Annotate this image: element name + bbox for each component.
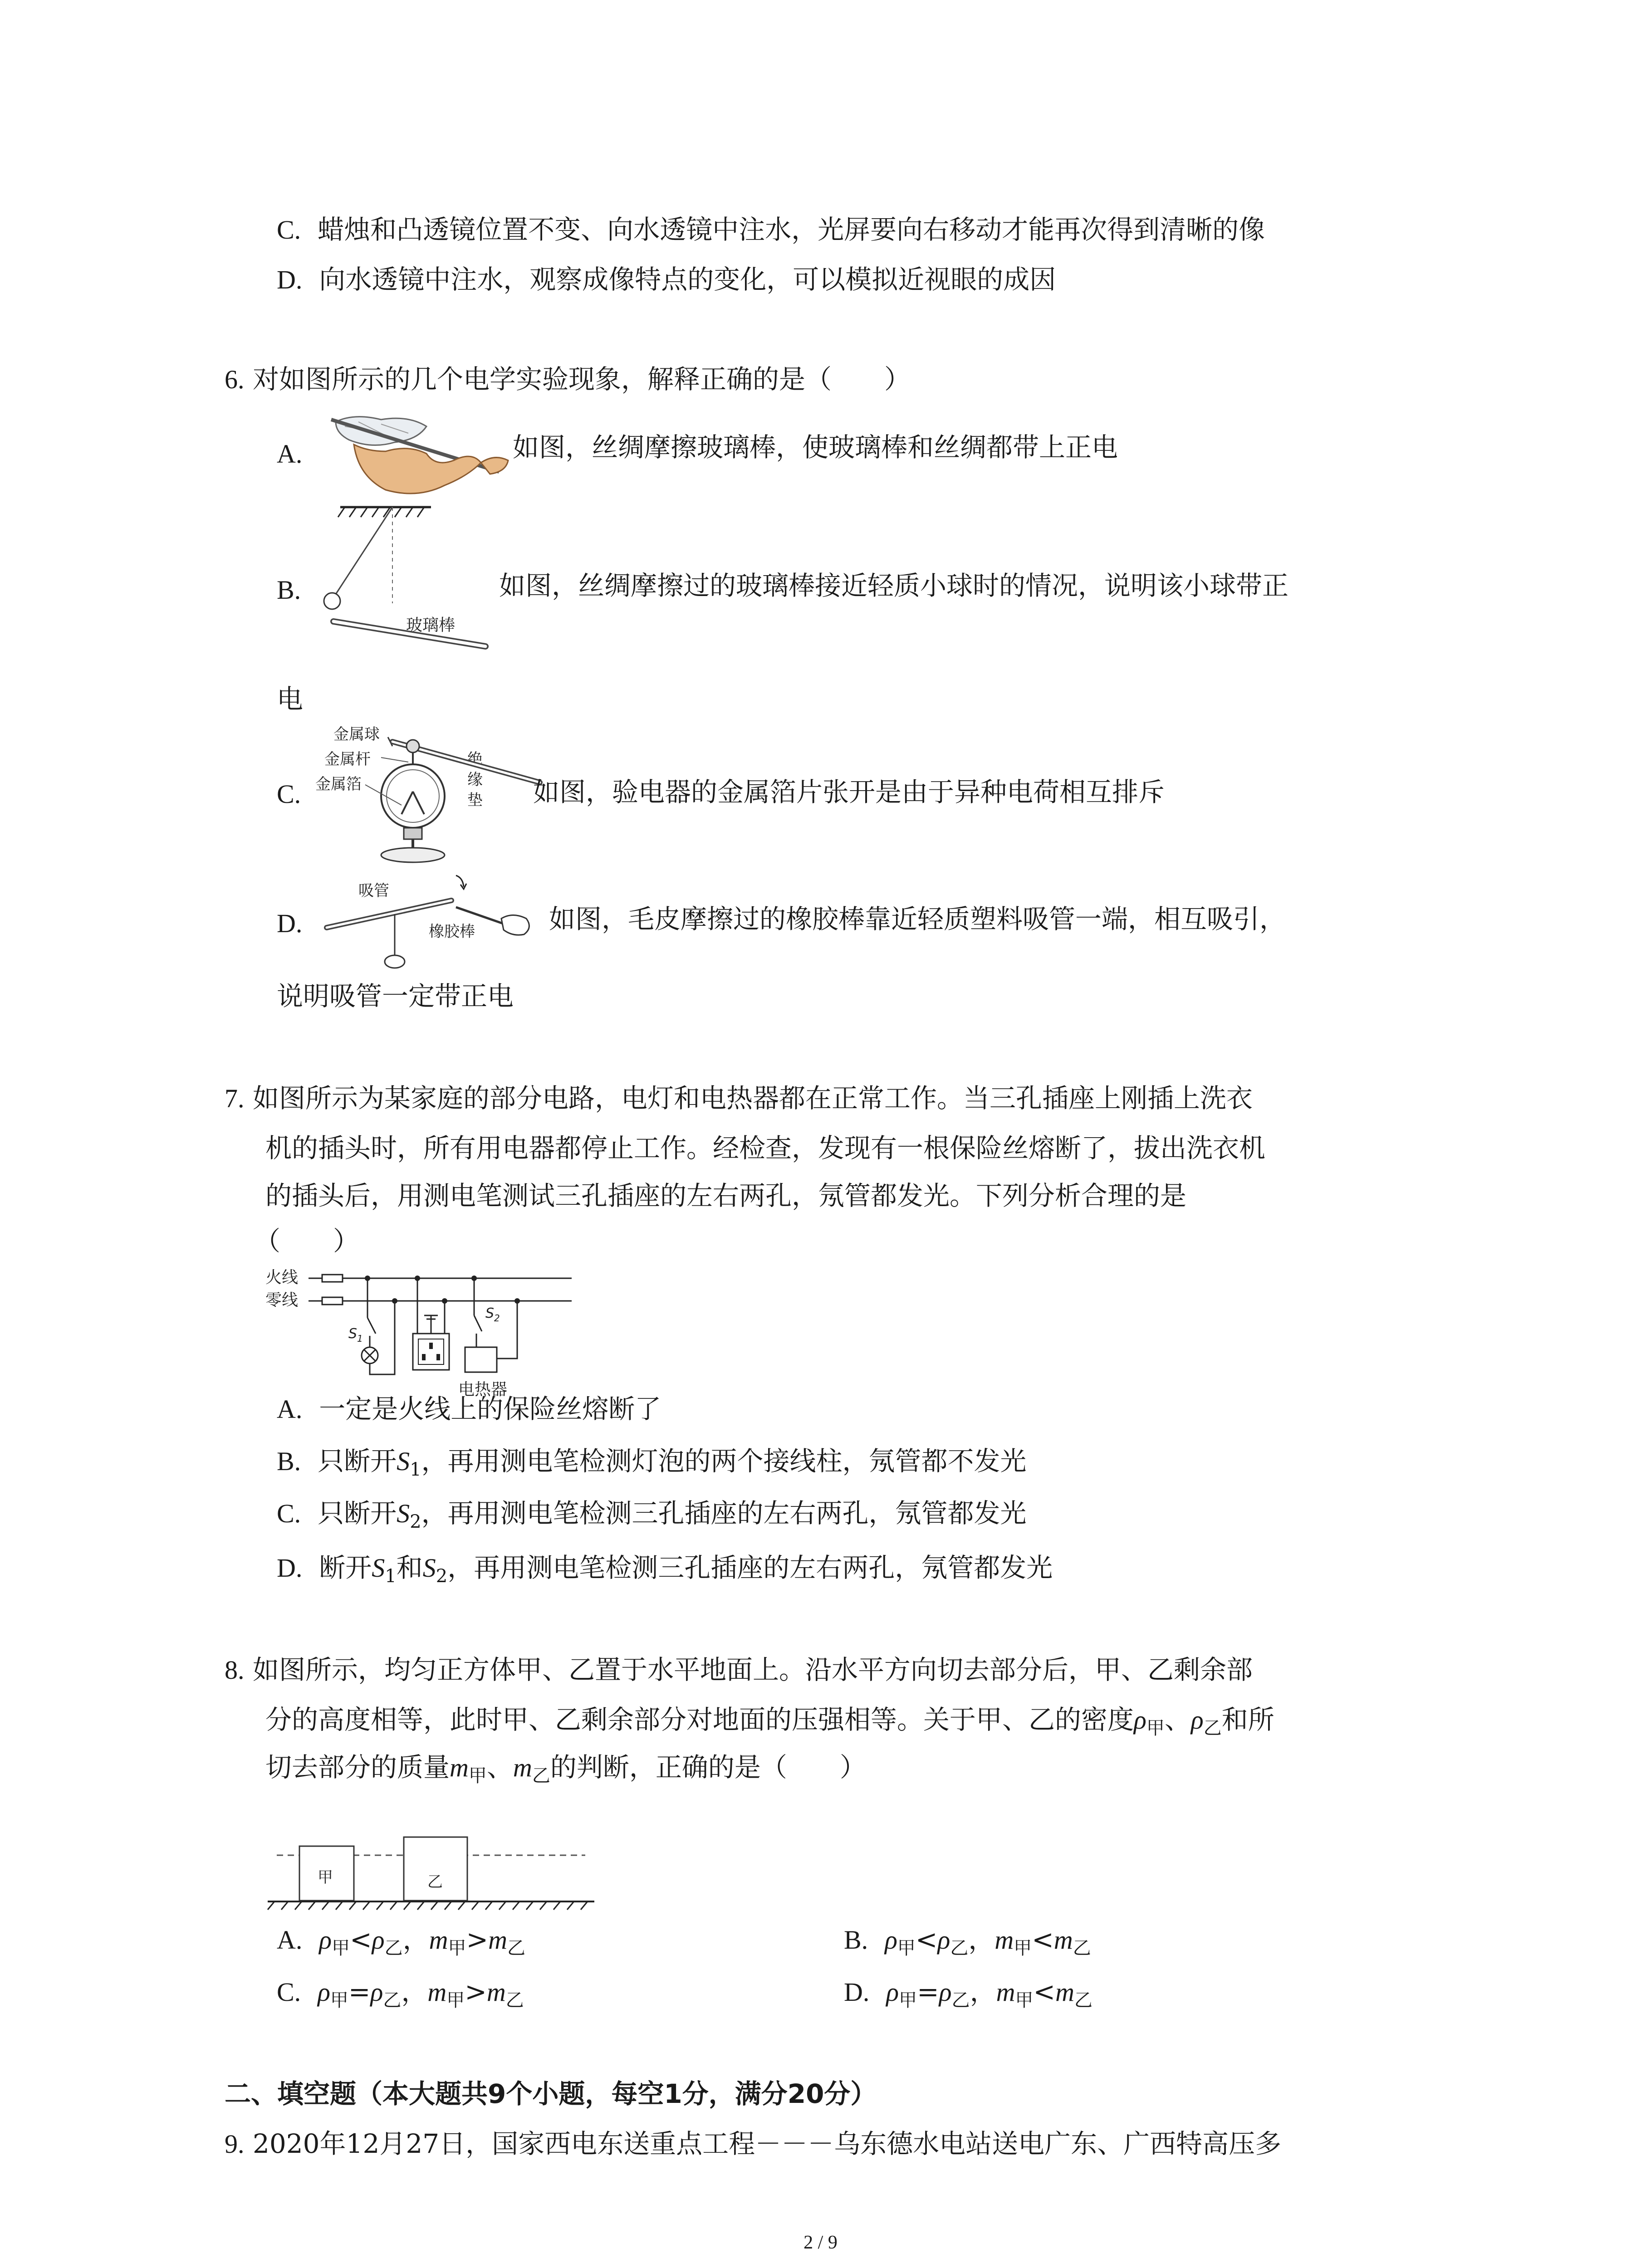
q6-stem — [225, 363, 911, 396]
q7-option-b: B. 只断开$S_1$，再用测电笔检测灯泡的两个接线柱，氖管都不发光 — [277, 1446, 1027, 1480]
q7-option-c: C. 只断开$S_2$，再用测电笔检测三孔插座的左右两孔，氖管都发光 — [277, 1498, 1027, 1532]
two-cubes-figure — [268, 1819, 594, 1910]
question-number: 8. — [225, 1655, 245, 1685]
q7-stem-line-2: 机的插头时，所有用电器都停止工作。经检查，发现有一根保险丝熔断了，拔出洗衣机 — [265, 1133, 1266, 1163]
option-letter: D. — [277, 265, 303, 294]
switch-s1-label: $S_1$ — [348, 1326, 363, 1344]
option-text: 蜡烛和凸透镜位置不变、向水透镜中注水，光屏要向右移动才能再次得到清晰的像 — [318, 214, 1265, 245]
q8-option-b: B. $\rho_甲<\rho_乙$，$m_甲<m_乙$ — [844, 1924, 1091, 1959]
cube-yi-label: 乙 — [427, 1873, 443, 1891]
q6-option-b-text: 如图，丝绸摩擦过的玻璃棒接近轻质小球时的情况，说明该小球带正 — [499, 570, 1289, 601]
insulator-label-3: 垫 — [467, 791, 483, 809]
q7-option-a: A. 一定是火线上的保险丝熔断了 — [277, 1393, 661, 1424]
question-number: 7. — [225, 1084, 245, 1113]
q6-option-d-continuation: 说明吸管一定带正电 — [277, 981, 514, 1012]
q7-stem-line-1: 7. 如图所示为某家庭的部分电路，电灯和电热器都在正常工作。当三孔插座上刚插上洗衣 — [225, 1083, 1253, 1114]
question-stem: 对如图所示的几个电学实验现象，解释正确的是（ ） — [252, 364, 911, 395]
cube-jia-label: 甲 — [318, 1868, 333, 1887]
q8-stem-line-3: 切去部分的质量$m_甲$、$m_乙$的判断，正确的是（ ） — [265, 1752, 866, 1786]
q6-option-d-letter: D. — [277, 909, 303, 938]
q5-option-c — [277, 213, 1265, 246]
q7-stem-line-4: （ ） — [254, 1226, 360, 1256]
metal-ball-label: 金属球 — [333, 725, 380, 743]
neutral-wire-label: 零线 — [265, 1291, 299, 1310]
metal-rod-label: 金属杆 — [324, 750, 371, 768]
q7-option-d: D. 断开$S_1$和$S_2$，再用测电笔检测三孔插座的左右两孔，氖管都发光 — [277, 1552, 1053, 1587]
option-letter: C. — [277, 215, 301, 244]
q8-option-c: C. $\rho_甲=\rho_乙$，$m_甲>m_乙$ — [277, 1976, 524, 2011]
page-number: 2 / 9 — [803, 2232, 838, 2253]
q6-option-d-text: 如图，毛皮摩擦过的橡胶棒靠近轻质塑料吸管一端，相互吸引， — [549, 904, 1286, 934]
charged-ball-pendulum-figure — [313, 499, 504, 649]
heater-label: 电热器 — [458, 1380, 508, 1399]
straw-rubber-rod-figure — [318, 864, 554, 982]
question-number: 6. — [225, 365, 245, 394]
q6-option-a-text: 如图，丝绸摩擦玻璃棒，使玻璃棒和丝绸都带上正电 — [513, 432, 1118, 463]
glass-rod-label: 玻璃棒 — [406, 616, 456, 635]
q7-stem-line-3: 的插头后，用测电笔测试三孔插座的左右两孔，氖管都发光。下列分析合理的是 — [265, 1180, 1187, 1211]
q9-stem: 9. 2020年12月27日，国家西电东送重点工程－－－乌东德水电站送电广东、广西特高压多 — [225, 2128, 1282, 2159]
insulator-label-2: 缘 — [467, 771, 483, 789]
q8-option-d: D. $\rho_甲=\rho_乙$，$m_甲<m_乙$ — [844, 1976, 1092, 2011]
live-wire-label: 火线 — [265, 1268, 299, 1287]
straw-label: 吸管 — [358, 882, 389, 900]
q6-option-c-letter: C. — [277, 779, 301, 809]
q5-option-d — [277, 263, 1056, 296]
electroscope-figure — [313, 721, 549, 871]
rubber-rod-label: 橡胶棒 — [429, 923, 475, 941]
q8-stem-line-2: 分的高度相等，此时甲、乙剩余部分对地面的压强相等。关于甲、乙的密度$\rho_甲$、$\rho_乙$和所 — [265, 1704, 1274, 1739]
option-text: 向水透镜中注水，观察成像特点的变化，可以模拟近视眼的成因 — [319, 264, 1056, 295]
q6-option-b-continuation: 电 — [277, 684, 304, 714]
switch-s2-label: $S_2$ — [485, 1305, 500, 1324]
household-circuit-figure — [263, 1266, 581, 1402]
question-number: 9. — [225, 2129, 245, 2159]
q6-option-c-text: 如图，验电器的金属箔片张开是由于异种电荷相互排斥 — [533, 777, 1165, 807]
metal-foil-label: 金属箔 — [315, 775, 362, 793]
insulator-label-1: 绝 — [467, 750, 483, 768]
q6-option-b-letter: B. — [277, 575, 301, 605]
section-heading: 二、填空题（本大题共9个小题，每空1分，满分20分） — [225, 2078, 877, 2109]
q6-option-a-letter: A. — [277, 439, 303, 469]
q8-option-a: A. $\rho_甲<\rho_乙$，$m_甲>m_乙$ — [277, 1924, 525, 1959]
q8-stem-line-1: 8. 如图所示，均匀正方体甲、乙置于水平地面上。沿水平方向切去部分后，甲、乙剩余部 — [225, 1654, 1253, 1685]
